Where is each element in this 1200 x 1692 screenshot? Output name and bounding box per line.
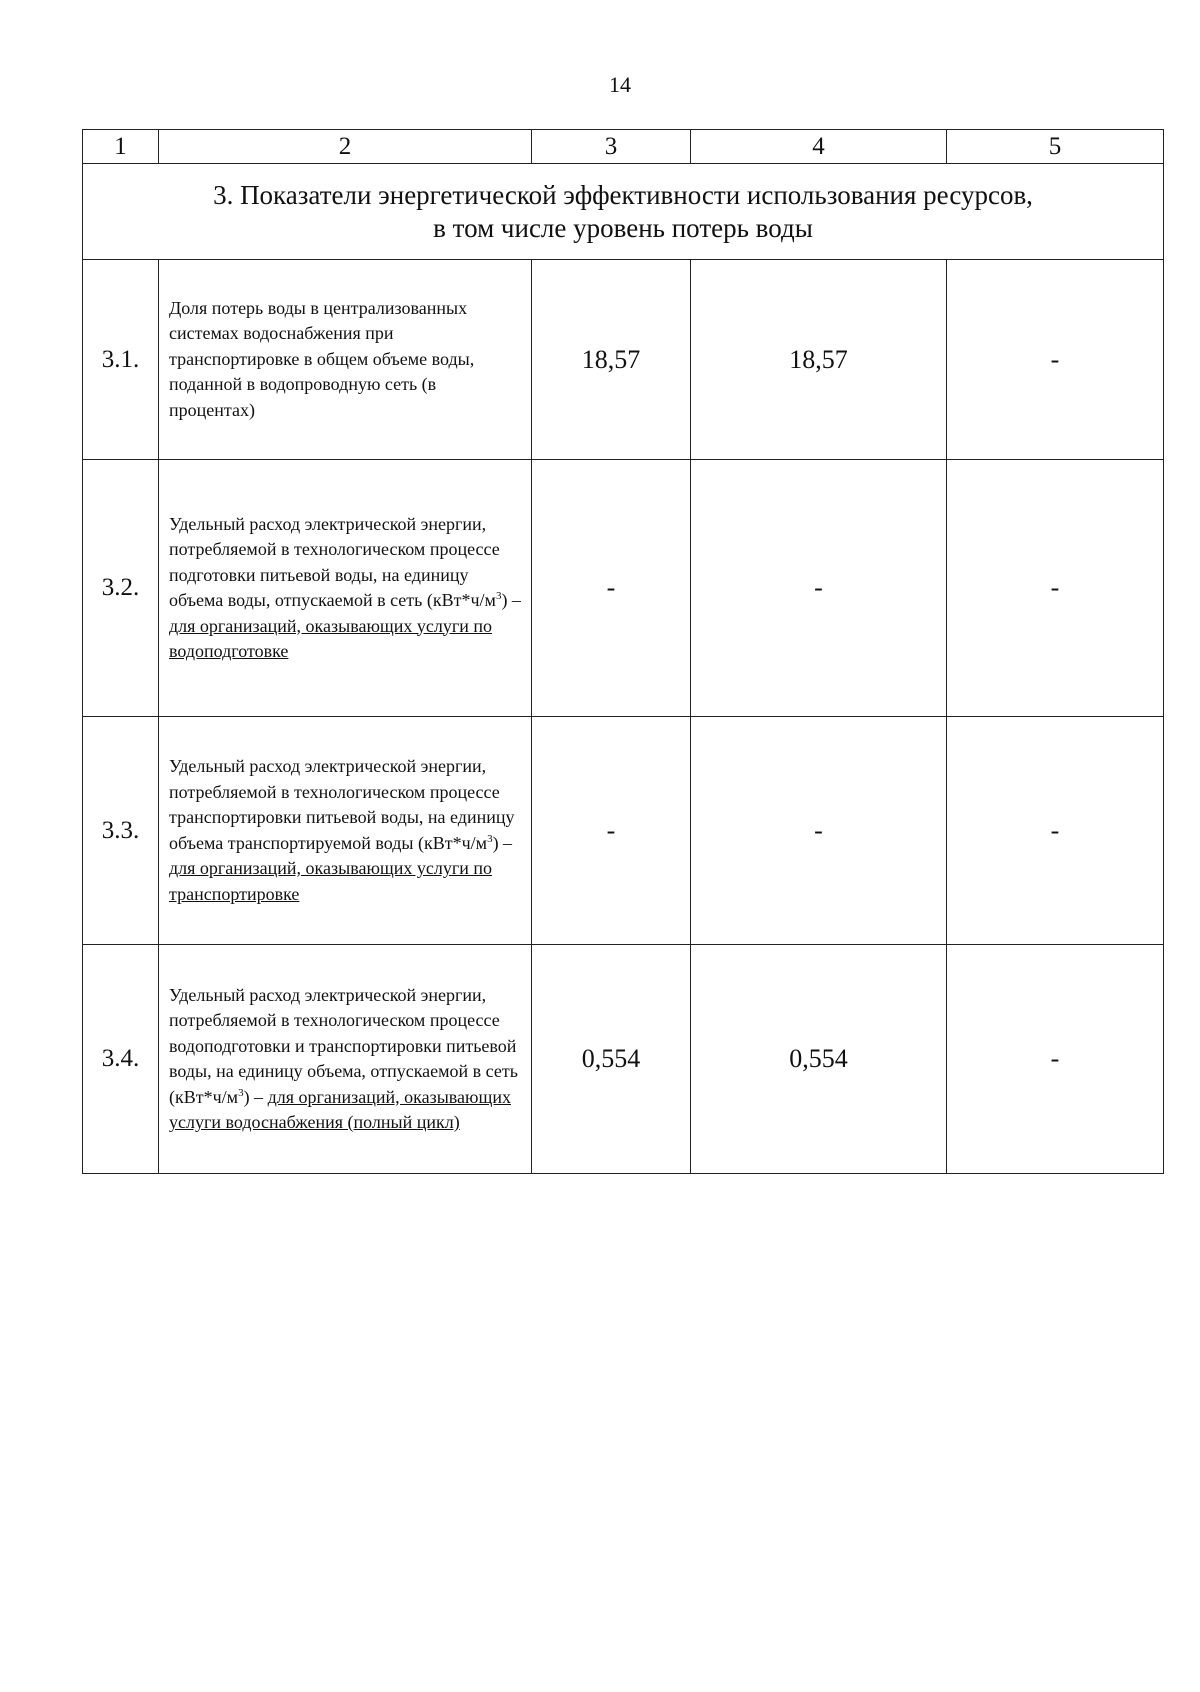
table-row: [83, 717, 1164, 945]
page-number: 14: [609, 72, 631, 97]
row-value-col3: 0,554: [532, 945, 691, 1174]
row-value-col3: 18,57: [532, 260, 691, 460]
row-value-col4: 18,57: [691, 260, 947, 460]
row-description: [159, 945, 532, 1174]
description-underlined: для организаций, оказывающих услуги по водоподготовке: [169, 615, 493, 661]
row-value-col5: -: [947, 717, 1164, 945]
row-number: 3.2.: [83, 460, 159, 717]
row-description: Доля потерь воды в централизованных системах водоснабжения при транспортировке в общем объеме воды, поданной в водопроводную сеть (в процентах): [159, 260, 532, 460]
row-value-col5: -: [947, 460, 1164, 717]
row-value-col4: -: [691, 717, 947, 945]
column-number-2: 2: [159, 130, 532, 164]
description-text: Удельный расход электрической энергии, потребляемой в технологическом процессе подготовки питьевой воды, на единицу объема воды, отпускаемой в сеть (кВт*ч/м: [169, 513, 500, 610]
table-row: [83, 945, 1164, 1174]
description-underlined: для организаций, оказывающих услуги водоснабжения (полный цикл): [169, 1086, 511, 1132]
row-number: 3.3.: [83, 717, 159, 945]
column-number-1: 1: [83, 130, 159, 164]
row-value-col5: -: [947, 945, 1164, 1174]
row-number: 3.4.: [83, 945, 159, 1174]
row-value-col5: -: [947, 260, 1164, 460]
section-title-line1: 3. Показатели энергетической эффективности использования ресурсов,: [213, 179, 1033, 210]
unit-superscript: 3: [487, 832, 493, 845]
section-title-line2: в том числе уровень потерь воды: [433, 212, 813, 243]
row-value-col4: -: [691, 460, 947, 717]
column-number-row: [83, 130, 1164, 164]
indicators-table: [82, 129, 1164, 1174]
column-number-3: 3: [532, 130, 691, 164]
row-description: [159, 460, 532, 717]
unit-superscript: 3: [495, 590, 502, 602]
section-title: [83, 164, 1164, 260]
description-text: Удельный расход электрической энергии, потребляемой в технологическом процессе транспортировки питьевой воды, на единицу объема транспортируемой воды (кВт*ч/м: [169, 756, 515, 853]
description-underlined: для организаций, оказывающих услуги по транспортировке: [169, 858, 493, 904]
row-description: [159, 717, 532, 945]
row-number: 3.1.: [83, 260, 159, 460]
row-value-col3: -: [532, 460, 691, 717]
description-dash: ) –: [243, 1086, 268, 1107]
table-row: [83, 260, 1164, 460]
column-number-5: 5: [947, 130, 1164, 164]
row-value-col3: -: [532, 717, 691, 945]
row-value-col4: 0,554: [691, 945, 947, 1174]
column-number-4: 4: [691, 130, 947, 164]
description-dash: ) –: [492, 832, 513, 853]
description-text: Удельный расход электрической энергии, потребляемой в технологическом процессе водоподготовки и транспортировки питьевой воды, на единицу объема, отпускаемой в сеть (кВт*ч/м: [169, 984, 518, 1107]
unit-superscript: 3: [238, 1086, 244, 1099]
section-header-row: [83, 164, 1164, 260]
description-dash: ) –: [501, 590, 521, 610]
table-row: [83, 460, 1164, 717]
